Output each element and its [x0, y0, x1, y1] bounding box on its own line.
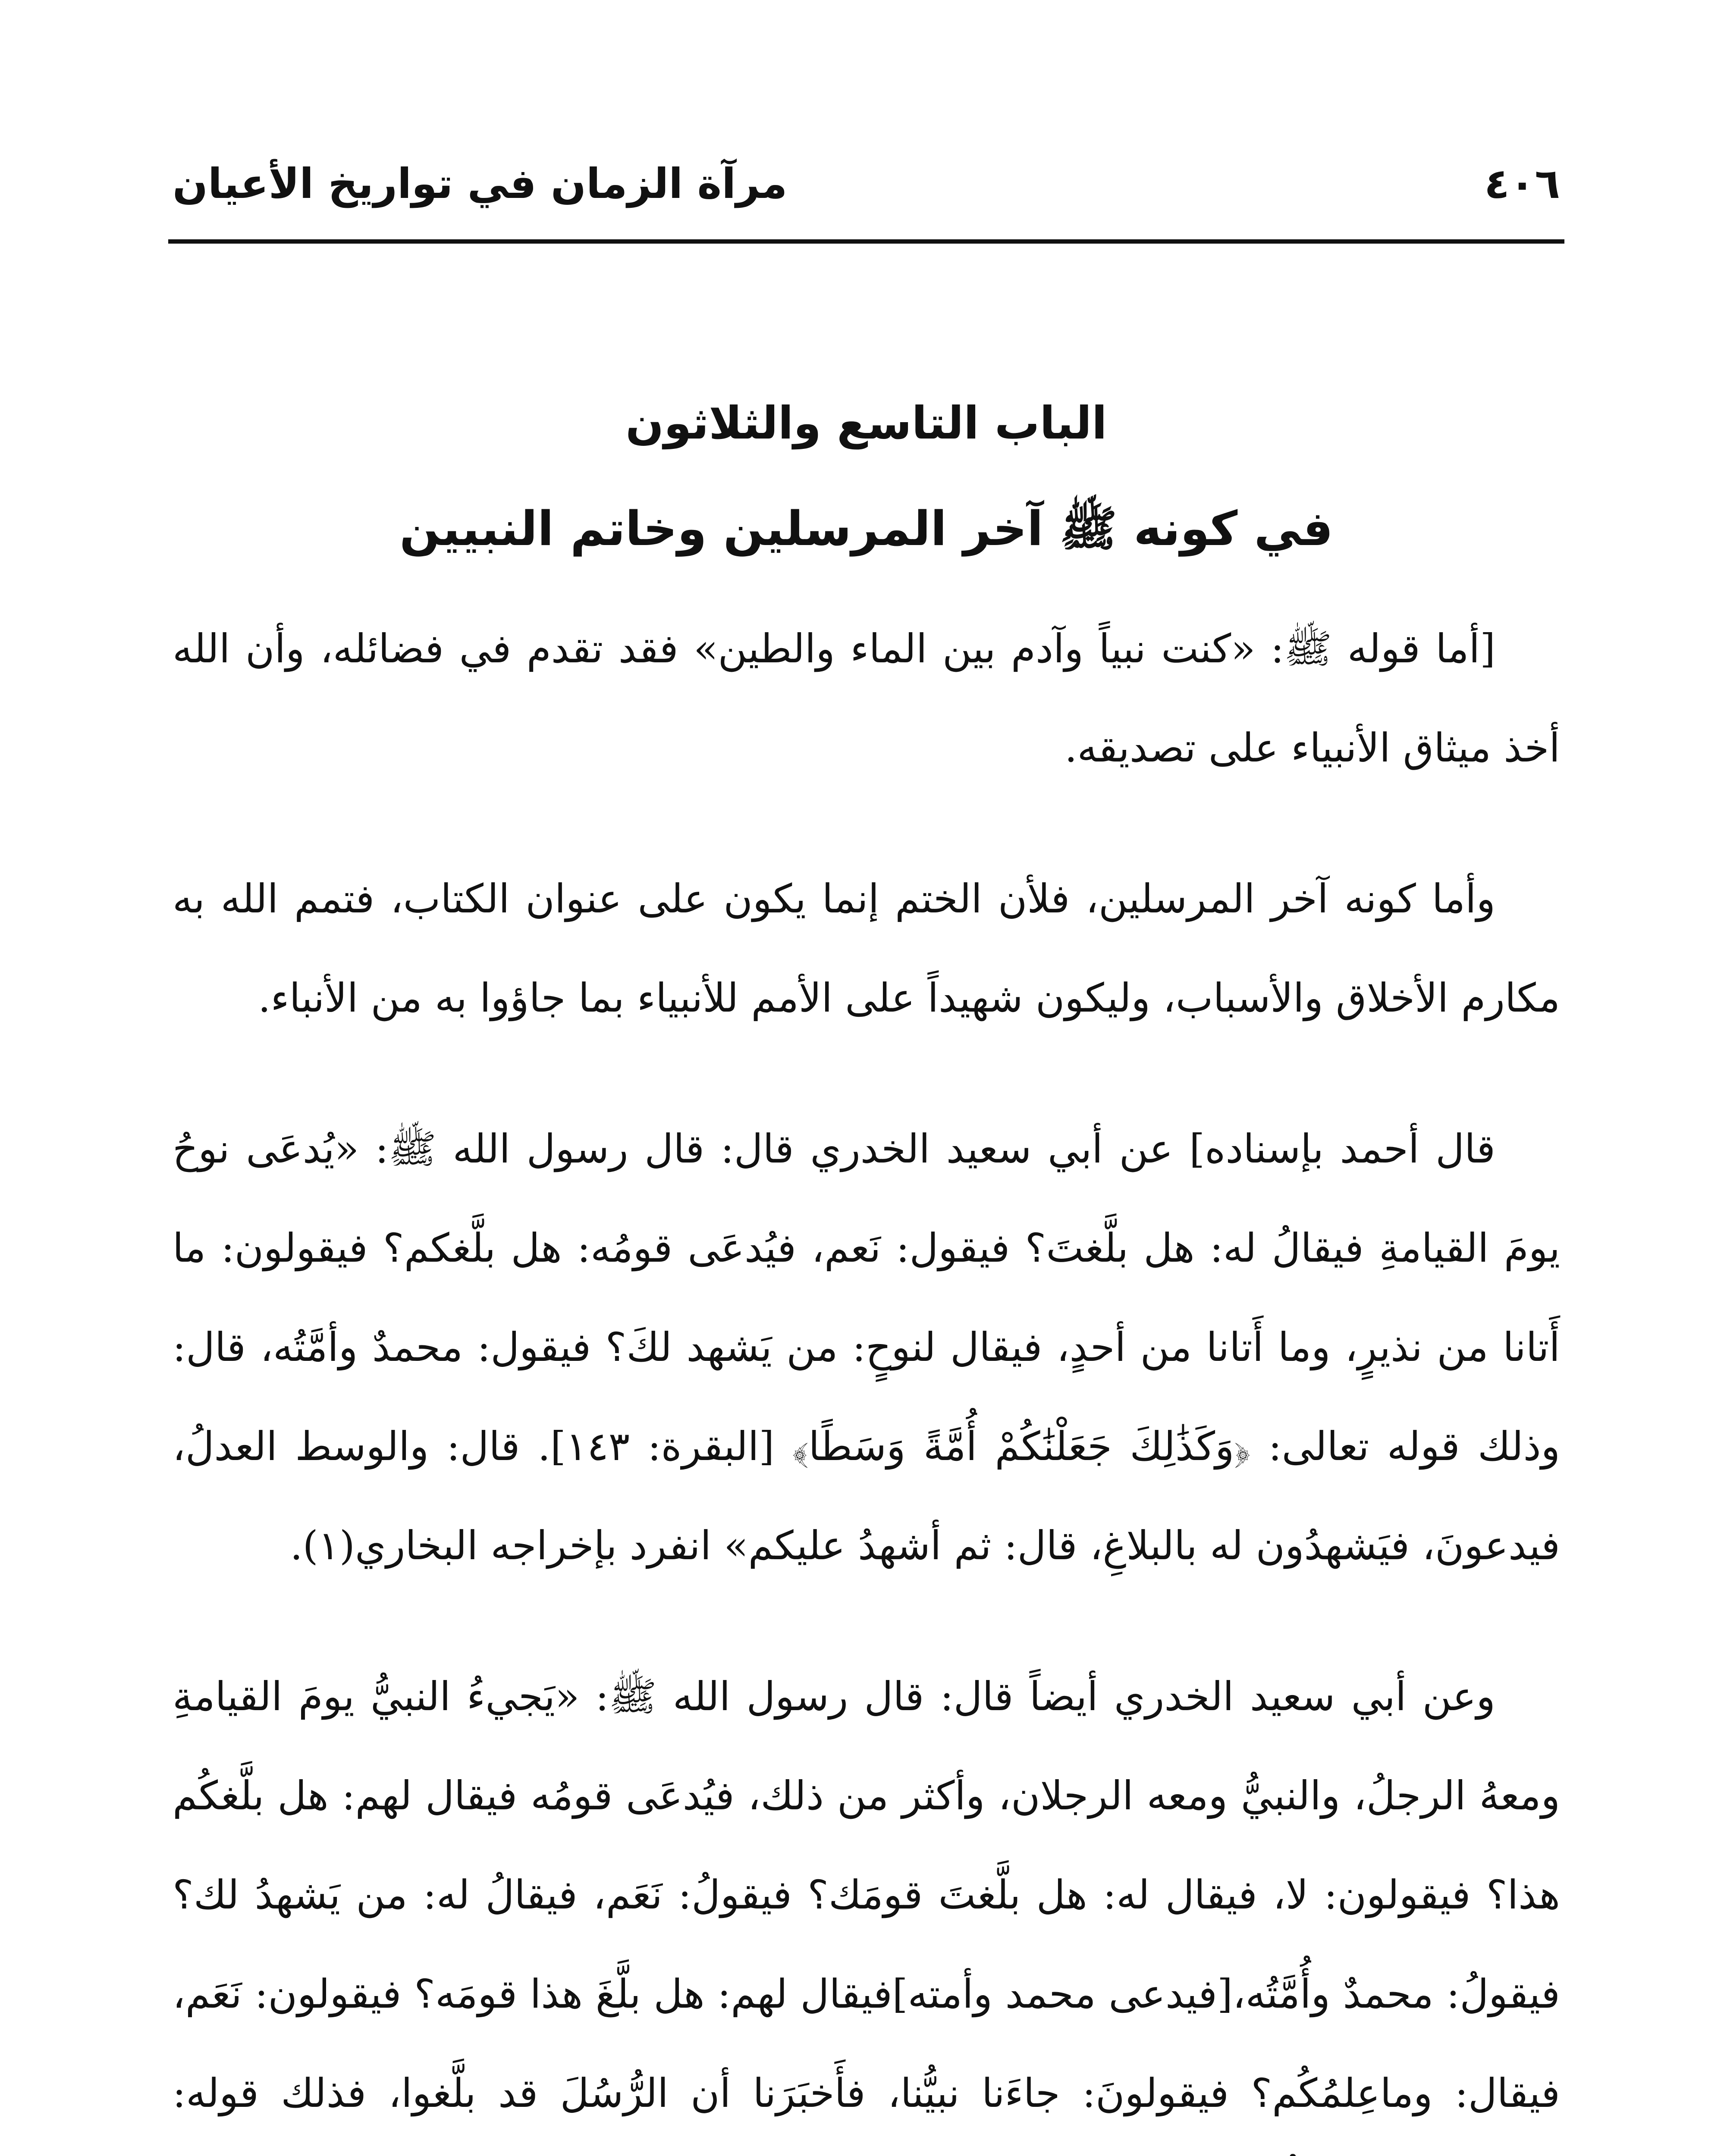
paragraph-2: وأما كونه آخر المرسلين، فلأن الختم إنما يكون على عنوان الكتاب، فتمم الله به مكارم الأخلاق والأسباب، وليكون شهيداً على الأمم للأنبياء بما جاؤوا به من الأنباء.	[173, 876, 1560, 1021]
page-number: ٤٠٦	[1484, 160, 1560, 208]
paragraph-4: وعن أبي سعيد الخدري أيضاً قال: قال رسول الله ﷺ: «يَجيءُ النبيُّ يومَ القيامةِ ومعهُ الرجلُ، والنبيُّ ومعه الرجلان، وأكثر من ذلك، فيُدعَى قومُه فيقال لهم: هل بلَّغكُم هذا؟ فيقولون: لا، فيقال له: هل بلَّغتَ قومَك؟ فيقولُ: نَعَم، فيقالُ له: من يَشهدُ لك؟ فيقولُ: محمدٌ وأُمَّتُه،[فيدعى محمد وأمته]فيقال لهم: هل بلَّغَ هذا قومَه؟ فيقولون: نَعَم، فيقال: وماعِلمُكُم؟ فيقولونَ: جاءَنا نبيُّنا، فأَخبَرَنا أن الرُّسُلَ قد بلَّغوا، فذلك قوله:	[173, 1673, 1560, 2116]
chapter-title: الباب التاسع والثلاثون	[625, 397, 1107, 449]
body-text	[173, 599, 1560, 2156]
paragraph-3: قال أحمد بإسناده] عن أبي سعيد الخدري قال: قال رسول الله ﷺ: «يُدعَى نوحُ يومَ القيامةِ فيقالُ له: هل بلَّغتَ؟ فيقول: نَعم، فيُدعَى قومُه: هل بلَّغكم؟ فيقولون: ما أَتانا من نذيرٍ، وما أَتانا من أحدٍ، فيقال لنوحٍ: من يَشهد لكَ؟ فيقول: محمدٌ وأمَّتُه، قال: وذلك قوله تعالى: ﴿وَكَذَٰلِكَ جَعَلْنَٰكُمْ أُمَّةً وَسَطًا﴾ [البقرة: ١٤٣]. قال: والوسط العدلُ، فيدعونَ، فيَشهدُون له بالبلاغِ، قال: ثم أشهدُ عليكم» انفرد بإخراجه البخاري(١).	[173, 1126, 1560, 1569]
running-title: مرآة الزمان في تواريخ الأعيان	[173, 160, 788, 208]
header-divider	[168, 239, 1564, 244]
chapter-subtitle: في كونه ﷺ آخر المرسلين وخاتم النبيين	[399, 501, 1333, 556]
paragraph-1: [أما قوله ﷺ: «كنت نبياً وآدم بين الماء والطين» فقد تقدم في فضائله، وأن الله أخذ ميثاق الأنبياء على تصديقه.	[173, 626, 1560, 771]
running-head	[173, 155, 1560, 224]
